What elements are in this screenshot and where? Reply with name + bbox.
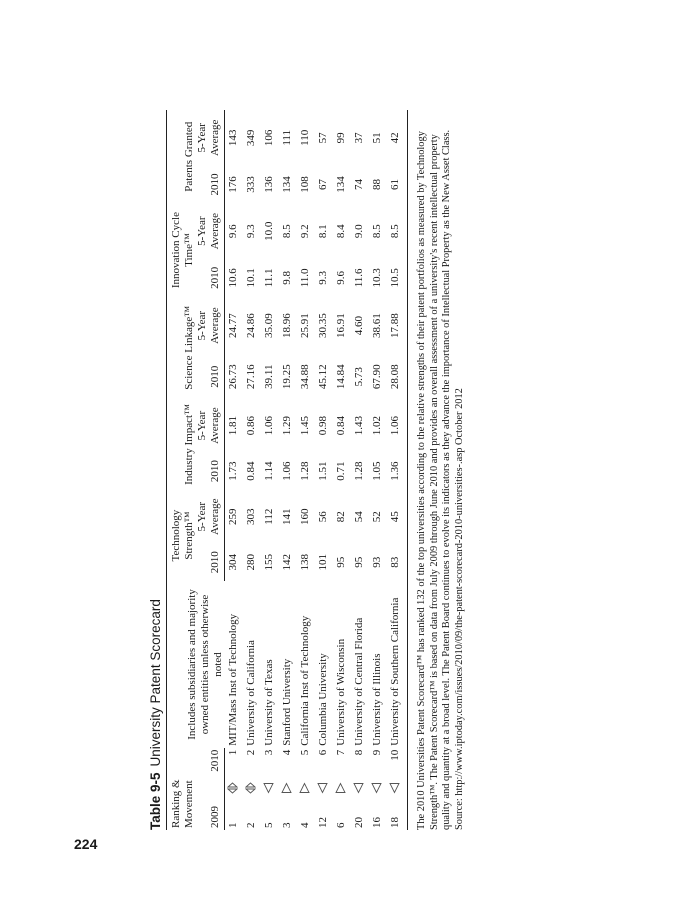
down-icon (281, 782, 292, 794)
patents-granted-2010-cell: 61 (387, 166, 408, 204)
tech-strength-2010-cell: 138 (299, 554, 311, 571)
up-icon (389, 782, 400, 794)
movement-cell (351, 777, 369, 799)
tech-strength-avg-cell: 54 (353, 511, 365, 523)
university-cell: Stanford University (281, 658, 293, 746)
cycle-time-2010-cell: 10.1 (245, 268, 257, 288)
industry-impact-avg-cell: 1.45 (299, 415, 311, 436)
patent-scorecard-table (170, 110, 408, 830)
page-number: 224 (74, 836, 98, 852)
rank-2010-cell: 3 (263, 749, 275, 756)
cycle-time-2010-cell: 11.6 (353, 268, 365, 288)
table-footnote: The 2010 Universities Patent Scorecard™ has ranked 132 of the top universities according to the relative strengths of their patent portfolios as measured by Technology Strength™. The Patent Scorecard™ is based on data from July 2009 through June 2010 and provides an overall assessment of a university's recent intellectual property quality and quantity at a broad level. The Patent Board continues to evolve its indicators as they advance the importance of Intellectual Property as the New Asset Class. (416, 129, 452, 830)
rotated-table-block (148, 110, 493, 830)
industry-impact-2010-cell: 1.14 (263, 461, 275, 481)
science-linkage-2010-cell: 26.73 (227, 364, 239, 390)
table-notes (416, 110, 466, 830)
table-row (225, 110, 244, 830)
industry-impact-2010-cell: 1.28 (299, 461, 311, 481)
innovation-cycle-header: Innovation Cycle Time™ (170, 212, 195, 289)
patents-granted-2010-cell: 136 (263, 176, 275, 193)
table-row (369, 110, 387, 830)
science-linkage-2010-cell: 19.25 (281, 364, 293, 390)
patents-granted-avg-cell: 51 (371, 132, 383, 144)
tech-strength-avg-cell: 259 (227, 508, 239, 525)
science-linkage-avg-cell: 18.96 (281, 313, 293, 338)
up-icon (371, 782, 382, 794)
science-linkage-avg-cell: 38.61 (371, 313, 383, 338)
rank-2009-cell: 1 (227, 822, 239, 828)
patents-granted-avg-cell: 42 (387, 110, 408, 166)
cycle-time-avg-cell: 9.3 (245, 224, 257, 239)
rank-2009-cell: 12 (317, 817, 329, 828)
rank-2010-cell: 10 (387, 748, 408, 777)
rank-2010-cell: 1 (227, 749, 239, 756)
industry-impact-avg-cell: 1.29 (281, 415, 293, 436)
movement-cell (225, 777, 244, 799)
science-linkage-avg-cell: 24.77 (227, 313, 239, 338)
universities-note: Includes subsidiaries and majority owned entities unless otherwise noted (185, 589, 224, 740)
year-2009-header: 2009 (196, 799, 225, 830)
cycle-time-2010-cell: 10.5 (387, 259, 408, 297)
science-linkage-avg-cell: 16.91 (335, 313, 347, 338)
rank-2010-cell: 7 (335, 749, 347, 756)
industry-impact-2010-cell: 1.28 (353, 461, 365, 481)
table-row (297, 110, 315, 830)
tech-strength-2010-cell: 155 (263, 554, 275, 571)
table-row (351, 110, 369, 830)
science-linkage-2010-cell: 45.12 (317, 364, 329, 390)
patents-granted-avg-cell: 143 (227, 129, 239, 147)
science-linkage-avg-cell: 17.88 (387, 297, 408, 355)
ranking-header: Ranking & Movement (170, 779, 195, 828)
rank-2009-cell: 4 (299, 822, 311, 828)
table-row (387, 110, 408, 830)
table-caption-title: University Patent Scorecard (148, 599, 163, 767)
sub-header-2010: 2010 (196, 166, 225, 204)
up-icon (353, 782, 364, 794)
tech-strength-avg-cell: 82 (335, 511, 347, 523)
rank-2009-cell: 3 (281, 822, 293, 828)
table-row (315, 110, 333, 830)
sub-header-2010: 2010 (196, 452, 225, 490)
university-cell: MIT/Mass Inst of Technology (226, 613, 239, 746)
tech-strength-2010-cell: 101 (317, 554, 329, 571)
sub-header-5yr: 5-Year Average (196, 490, 225, 543)
tech-strength-avg-cell: 112 (263, 508, 275, 525)
cycle-time-avg-cell: 8.5 (371, 224, 383, 239)
rank-2009-cell: 16 (371, 817, 383, 828)
rank-2010-cell: 6 (317, 749, 329, 756)
patents-granted-avg-cell: 57 (317, 132, 329, 144)
cycle-time-2010-cell: 9.8 (281, 270, 293, 285)
cycle-time-avg-cell: 10.0 (263, 221, 275, 241)
movement-cell (315, 777, 333, 799)
cycle-time-avg-cell: 9.0 (353, 224, 365, 239)
patents-granted-2010-cell: 88 (371, 179, 383, 191)
science-linkage-2010-cell: 5.73 (353, 367, 365, 387)
tech-strength-2010-cell: 95 (353, 556, 365, 568)
university-cell: Columbia University (317, 653, 329, 746)
movement-cell (279, 777, 297, 799)
science-linkage-2010-cell: 27.16 (245, 364, 257, 390)
industry-impact-2010-cell: 0.84 (245, 461, 257, 481)
science-linkage-2010-cell: 28.08 (387, 355, 408, 399)
patents-granted-avg-cell: 110 (299, 129, 311, 146)
cycle-time-2010-cell: 11.1 (263, 268, 275, 288)
patents-granted-avg-cell: 106 (263, 129, 275, 147)
rank-2009-cell: 20 (353, 817, 365, 828)
patents-granted-2010-cell: 67 (317, 179, 329, 191)
patents-granted-avg-cell: 111 (281, 129, 293, 146)
industry-impact-avg-cell: 1.02 (371, 415, 383, 436)
table-row (261, 110, 279, 830)
rank-2009-cell: 18 (387, 799, 408, 830)
tech-strength-avg-cell: 160 (299, 508, 311, 525)
rank-2010-cell: 4 (281, 749, 293, 756)
patents-granted-avg-cell: 37 (353, 132, 365, 144)
sub-header-2010: 2010 (196, 543, 225, 581)
patents-granted-2010-cell: 176 (227, 176, 239, 193)
tech-strength-avg-cell: 141 (281, 508, 293, 525)
science-linkage-2010-cell: 34.88 (299, 364, 311, 390)
cycle-time-avg-cell: 9.6 (227, 224, 239, 239)
same-icon (245, 782, 256, 794)
industry-impact-2010-cell: 1.36 (387, 452, 408, 490)
rank-2009-cell: 2 (245, 822, 257, 828)
technology-strength-header: Technology Strength™ (170, 509, 195, 562)
table-caption-number: Table 9-5 (148, 772, 163, 830)
university-cell: University of Southern California (387, 581, 408, 748)
industry-impact-2010-cell: 1.51 (317, 461, 329, 481)
cycle-time-2010-cell: 11.0 (299, 268, 311, 288)
industry-impact-2010-cell: 1.05 (371, 461, 383, 481)
industry-impact-avg-cell: 1.06 (263, 415, 275, 436)
science-linkage-avg-cell: 30.35 (317, 313, 329, 338)
rank-2009-cell: 5 (263, 822, 275, 828)
science-linkage-avg-cell: 35.09 (263, 313, 275, 338)
tech-strength-2010-cell: 95 (335, 556, 347, 568)
cycle-time-2010-cell: 9.6 (335, 270, 347, 285)
sub-header-5yr: 5-Year Average (196, 297, 225, 355)
science-linkage-avg-cell: 4.60 (353, 316, 365, 336)
rank-2010-cell: 9 (371, 749, 383, 756)
year-2010-header: 2010 (196, 748, 225, 777)
science-linkage-avg-cell: 25.91 (299, 313, 311, 338)
tech-strength-2010-cell: 142 (281, 554, 293, 571)
cycle-time-2010-cell: 9.3 (317, 270, 329, 285)
table-caption (148, 110, 167, 830)
patents-granted-2010-cell: 108 (299, 176, 311, 193)
patents-granted-avg-cell: 99 (335, 132, 347, 144)
cycle-time-2010-cell: 10.3 (371, 268, 383, 288)
cycle-time-avg-cell: 8.5 (281, 224, 293, 239)
university-cell: University of California (245, 640, 257, 746)
tech-strength-avg-cell: 45 (387, 490, 408, 543)
table-row (333, 110, 351, 830)
movement-cell (333, 777, 351, 799)
movement-cell (369, 777, 387, 799)
up-icon (317, 782, 328, 794)
cycle-time-avg-cell: 8.5 (387, 203, 408, 259)
science-linkage-avg-cell: 24.86 (245, 313, 257, 338)
cycle-time-2010-cell: 10.6 (227, 268, 239, 288)
movement-cell (297, 777, 315, 799)
sub-header-2010: 2010 (196, 355, 225, 399)
university-cell: University of Wisconsin (335, 638, 347, 746)
table-row (279, 110, 297, 830)
same-icon (227, 782, 238, 794)
movement-cell (261, 777, 279, 799)
science-linkage-2010-cell: 39.11 (263, 364, 275, 389)
rank-2010-cell: 8 (353, 749, 365, 756)
university-cell: California Inst of Technology (299, 615, 311, 746)
rank-2009-cell: 6 (335, 822, 347, 828)
industry-impact-avg-cell: 1.43 (353, 415, 365, 436)
up-icon (263, 782, 274, 794)
patents-granted-2010-cell: 134 (335, 176, 347, 193)
sub-header-2010: 2010 (196, 259, 225, 297)
tech-strength-avg-cell: 52 (371, 511, 383, 523)
science-linkage-2010-cell: 67.90 (371, 364, 383, 390)
universities-header (170, 581, 225, 748)
industry-impact-avg-cell: 0.84 (335, 415, 347, 436)
patents-granted-header: Patents Granted (183, 121, 195, 192)
patents-granted-2010-cell: 333 (245, 176, 257, 193)
rank-2010-cell: 2 (245, 749, 257, 756)
university-cell: University of Central Florida (353, 617, 365, 746)
industry-impact-2010-cell: 1.73 (227, 461, 239, 481)
down-icon (299, 782, 310, 794)
table-row (243, 110, 261, 830)
table-body (225, 110, 408, 830)
tech-strength-2010-cell: 280 (245, 554, 257, 571)
cycle-time-avg-cell: 8.1 (317, 224, 329, 239)
industry-impact-avg-cell: 1.06 (387, 399, 408, 452)
industry-impact-2010-cell: 0.71 (335, 461, 347, 481)
patents-granted-avg-cell: 349 (245, 129, 257, 147)
movement-cell (387, 777, 408, 799)
industry-impact-avg-cell: 0.98 (317, 415, 329, 436)
university-cell: University of Illinois (371, 653, 383, 746)
cycle-time-avg-cell: 8.4 (335, 224, 347, 239)
patents-granted-2010-cell: 134 (281, 176, 293, 193)
science-linkage-header: Science Linkage™ (183, 305, 195, 390)
industry-impact-2010-cell: 1.06 (281, 461, 293, 481)
patents-granted-2010-cell: 74 (353, 179, 365, 191)
university-cell: University of Texas (263, 659, 275, 746)
table-source: Source: http://www.iptoday.com/issues/2010/09/the-patent-scorecard-2010-universities-.asp October 2012 (453, 388, 465, 830)
tech-strength-2010-cell: 83 (387, 543, 408, 581)
sub-header-5yr: 5-Year Average (196, 203, 225, 259)
cycle-time-avg-cell: 9.2 (299, 224, 311, 239)
sub-header-5yr: 5-Year Average (196, 399, 225, 452)
sub-header-5yr: 5-Year Average (196, 110, 225, 166)
tech-strength-2010-cell: 304 (227, 554, 239, 571)
tech-strength-avg-cell: 303 (245, 508, 257, 525)
industry-impact-avg-cell: 1.81 (227, 415, 239, 436)
down-icon (335, 782, 346, 794)
rank-2010-cell: 5 (299, 749, 311, 756)
science-linkage-2010-cell: 14.84 (335, 364, 347, 390)
industry-impact-avg-cell: 0.86 (245, 415, 257, 436)
industry-impact-header: Industry Impact™ (183, 404, 195, 485)
tech-strength-avg-cell: 56 (317, 511, 329, 523)
movement-cell (243, 777, 261, 799)
tech-strength-2010-cell: 93 (371, 556, 383, 568)
